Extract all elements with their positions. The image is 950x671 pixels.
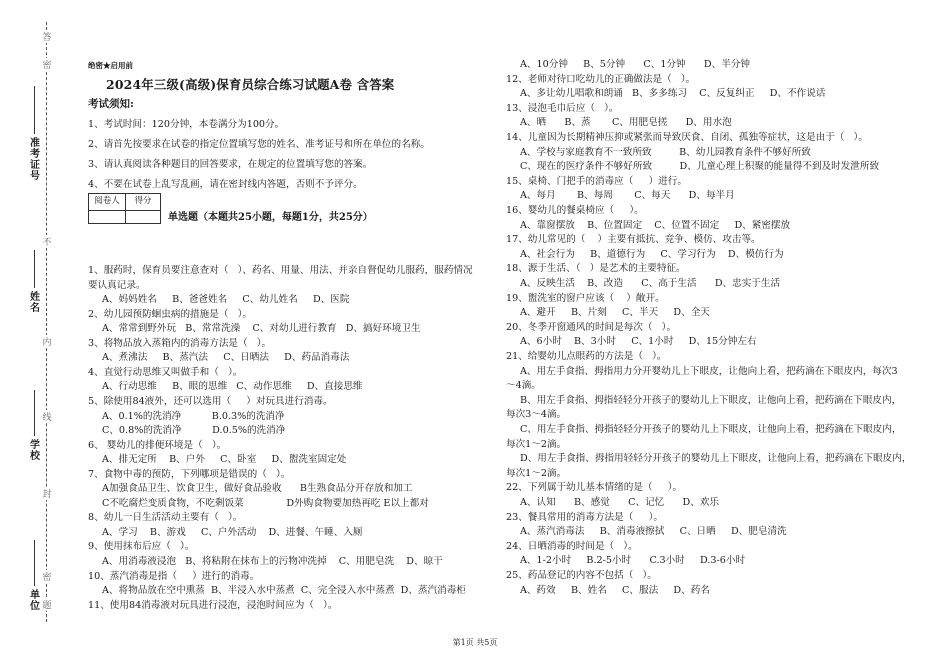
question-option: A加强食品卫生、饮食卫生，做好食品验收 B生熟食品分开存放和加工	[102, 483, 413, 495]
question-option: A、煮沸法 B、蒸汽法 C、日晒法 D、药品消毒法	[102, 352, 350, 364]
question-text: 19、盥洗室的窗户应该（ ）敞开。	[506, 292, 665, 304]
question-text: 8、幼儿一日生活活动主要有（ ）。	[88, 512, 243, 524]
question-text: 每次1～2滴。	[506, 438, 567, 450]
question-option: A、常常到野外玩 B、常常洗澡 C、对幼儿进行教育 D、搞好环境卫生	[102, 323, 421, 335]
question-text: 17、幼儿常见的（ ）主要有抵抗、竞争、模仿、攻击等。	[506, 234, 761, 246]
question-option: C不吃腐烂变质食物，不吃剩饭菜 D外购食物要加热再吃 E以上都对	[102, 497, 429, 509]
question-text: 10、蒸汽消毒是指（ ）进行的消毒。	[88, 570, 260, 582]
unit-blank[interactable]	[34, 540, 35, 586]
question-option: A、多让幼儿唱歌和朗诵 B、多多练习 C、反复纠正 D、不作说话	[520, 88, 826, 100]
question-option: A、排无定所 B、户外 C、卧室 D、盥洗室固定处	[102, 454, 347, 466]
question-option: A、反映生活 B、改造 C、高于生活 D、忠实于生活	[520, 278, 781, 289]
question-option: A、学校与家庭教育不一致所致 B、幼儿园教育条件不够好所致	[520, 146, 811, 158]
question-text: 20、冬季开窗通风的时间是每次（ ）。	[506, 321, 677, 333]
question-text: 要认真记录。	[88, 279, 146, 291]
question-option: A、社会行为 B、道德行为 C、学习行为 D、模仿行为	[520, 248, 784, 260]
question-text: 6、 婴幼儿的排便环境是（ ）。	[88, 439, 227, 451]
question-text: 4、直觉行动思维又叫做手和（ ）。	[88, 366, 243, 378]
question-option: A、认知 B、感觉 C、记忆 D、欢乐	[520, 497, 720, 508]
question-option: A、蒸汽消毒法 B、消毒液擦拭 C、日晒 D、肥皂清洗	[520, 526, 787, 538]
question-option: A、0.1%的洗消净 B.0.3%的洗消净	[102, 410, 285, 422]
question-option: A、晒 B、蒸 C、用肥皂搓 D、用水泡	[520, 117, 732, 129]
notice-item: 1、考试时间：120分钟，本卷满分为100分。	[88, 119, 285, 130]
question-option: C、0.8%的洗消净 D.0.5%的洗消净	[102, 425, 286, 437]
question-text: 24、日晒消毒的时间是（ ）。	[506, 540, 638, 552]
question-text: 21、给婴幼儿点眼药的方法是（ ）。	[506, 351, 667, 362]
question-option: C、现在的医疗条件不够好所致 D、儿童心理上积聚的能量得不到及时发泄所致	[520, 161, 880, 173]
seal-char: 内	[42, 335, 52, 348]
question-option: A、用左手食指、拇指用力分开婴幼儿上下眼皮，让他向上看，把药滴在下眼皮内，每次3	[520, 365, 898, 377]
score-cell[interactable]	[126, 210, 161, 223]
seal-char: 密	[42, 58, 52, 71]
notice-item: 4、不要在试卷上乱写乱画，请在密封线内答题，否则不予评分。	[88, 179, 363, 190]
score-table-reviewer: 阅卷人	[89, 194, 126, 211]
question-text: 5、除使用84液外，还可以选用（ ）对玩具进行消毒。	[88, 395, 333, 407]
unit-label: 单位	[30, 590, 40, 612]
page-footer: 第1页 共5页	[452, 638, 498, 647]
question-text: 13、浸泡毛巾后应（ ）。	[506, 102, 619, 114]
school-blank[interactable]	[34, 390, 35, 436]
notice-item: 2、请首先按要求在试卷的指定位置填写您的姓名、准考证号和所在单位的名称。	[88, 139, 430, 150]
question-option: C、用左手食指、拇指轻轻分开孩子的婴幼儿上下眼皮，让他向上看，把药滴在下眼皮内，	[520, 424, 902, 435]
question-text: 14、儿童因为长期精神压抑或紧张而导致厌食、自闭、孤独等症状，这是由于（ ）。	[506, 132, 868, 143]
question-text: 15、桌椅、门把手的消毒应（ ）进行。	[506, 175, 687, 187]
seal-char: 答	[42, 30, 52, 43]
question-text: 11、使用84消毒液对玩具进行浸泡，浸泡时间应为（ ）。	[88, 599, 338, 611]
question-text: 每次3～4滴。	[506, 409, 567, 421]
question-option: D、用左手食指、拇指用轻轻分开孩子的婴幼儿上下眼皮，让他向上看，把药滴在下眼皮内，	[520, 453, 912, 465]
question-option: A、妈妈姓名 B、爸爸姓名 C、幼儿姓名 D、医院	[102, 294, 350, 306]
seal-char: 封	[42, 487, 52, 500]
exam-number-blank[interactable]	[34, 86, 35, 134]
question-option: B、用左手食指、拇指轻轻分开孩子的婴幼儿上下眼皮，让他向上看，把药滴在下眼皮内，	[520, 394, 902, 406]
notice-item: 3、请认真阅读各种题目的回答要求，在规定的位置填写您的答案。	[88, 159, 373, 170]
reviewer-cell[interactable]	[89, 210, 126, 223]
question-text: 每次1～2滴。	[506, 467, 567, 479]
notice-heading: 考试须知:	[88, 98, 134, 110]
question-option: A、药效 B、姓名 C、服法 D、药名	[520, 584, 710, 596]
question-text: 23、餐具常用的消毒方法是（ ）。	[506, 511, 663, 523]
question-text: 2、幼儿园预防蛔虫病的措施是（ ）。	[88, 308, 252, 320]
school-label: 学校	[30, 440, 40, 462]
question-option: A、每月 B、每周 C、每天 D、每半月	[520, 190, 735, 202]
question-text: 1、服药时，保育员要注意查对（ ）、药名、用量、用法、并亲自督促幼儿服药，服药情况	[88, 265, 473, 276]
question-text: 22、下列属于幼儿基本情绪的是（ ）。	[506, 482, 683, 494]
secret-mark: 绝密★启用前	[88, 61, 133, 70]
question-text: 12、老师对待口吃幼儿的正确做法是（ ）。	[506, 73, 696, 85]
question-option: A、行动思维 B、眼的思维 C、动作思维 D、直接思维	[102, 381, 363, 393]
question-option: A、1-2小时 B.2-5小时 C.3小时 D.3-6小时	[520, 555, 746, 567]
question-option: A、用消毒液浸泡 B、将粘附在抹布上的污物冲洗掉 C、用肥皂洗 D、晾干	[102, 556, 443, 567]
exam-number-label: 准考证号	[30, 138, 40, 182]
question-option: A、10分钟 B、5分钟 C、1分钟 D、半分钟	[520, 59, 750, 70]
question-text: 9、使用抹布后应（ ）。	[88, 541, 195, 553]
seal-line	[46, 22, 47, 622]
question-option: A、避开 B、片刻 C、半天 D、全天	[520, 307, 710, 319]
question-option: A、学习 B、游戏 C、户外活动 D、进餐、午睡、入厕	[102, 526, 363, 538]
question-text: 25、药品登记的内容不包括（ ）。	[506, 570, 657, 581]
question-text: 3、将物品放入蒸箱内的消毒方法是（ ）。	[88, 337, 272, 349]
page-title: 2024年三级(高级)保育员综合练习试题A卷 含答案	[106, 77, 395, 92]
seal-char: 题	[42, 598, 52, 611]
question-text: 16、婴幼儿的餐桌椅应（ ）。	[506, 205, 644, 216]
section-title: 单选题（本题共25小题，每题1分，共25分）	[168, 212, 373, 223]
name-label: 姓名	[30, 292, 40, 314]
score-table	[88, 193, 161, 224]
question-option: A、靠窗摆放 B、位置固定 C、位置不固定 D、紧密摆放	[520, 219, 791, 231]
name-blank[interactable]	[34, 250, 35, 288]
seal-char: 密	[42, 570, 52, 583]
binding-strip	[0, 0, 62, 671]
question-option: A、6小时 B、3小时 C、1小时 D、15分钟左右	[520, 336, 757, 348]
seal-char: 线	[42, 410, 52, 423]
score-table-score: 得分	[126, 194, 161, 211]
question-text: 7、食物中毒的预防，下列哪项是错误的（ ）。	[88, 468, 291, 480]
question-option: A、将物品放在空中熏蒸 B、半浸入水中蒸煮 C、完全浸入水中蒸煮 D、蒸汽消毒柜	[102, 585, 466, 597]
question-text: ～4滴。	[506, 380, 541, 392]
seal-char: 不	[42, 235, 52, 248]
question-text: 18、源于生活、（ ）是艺术的主要特征。	[506, 263, 686, 275]
